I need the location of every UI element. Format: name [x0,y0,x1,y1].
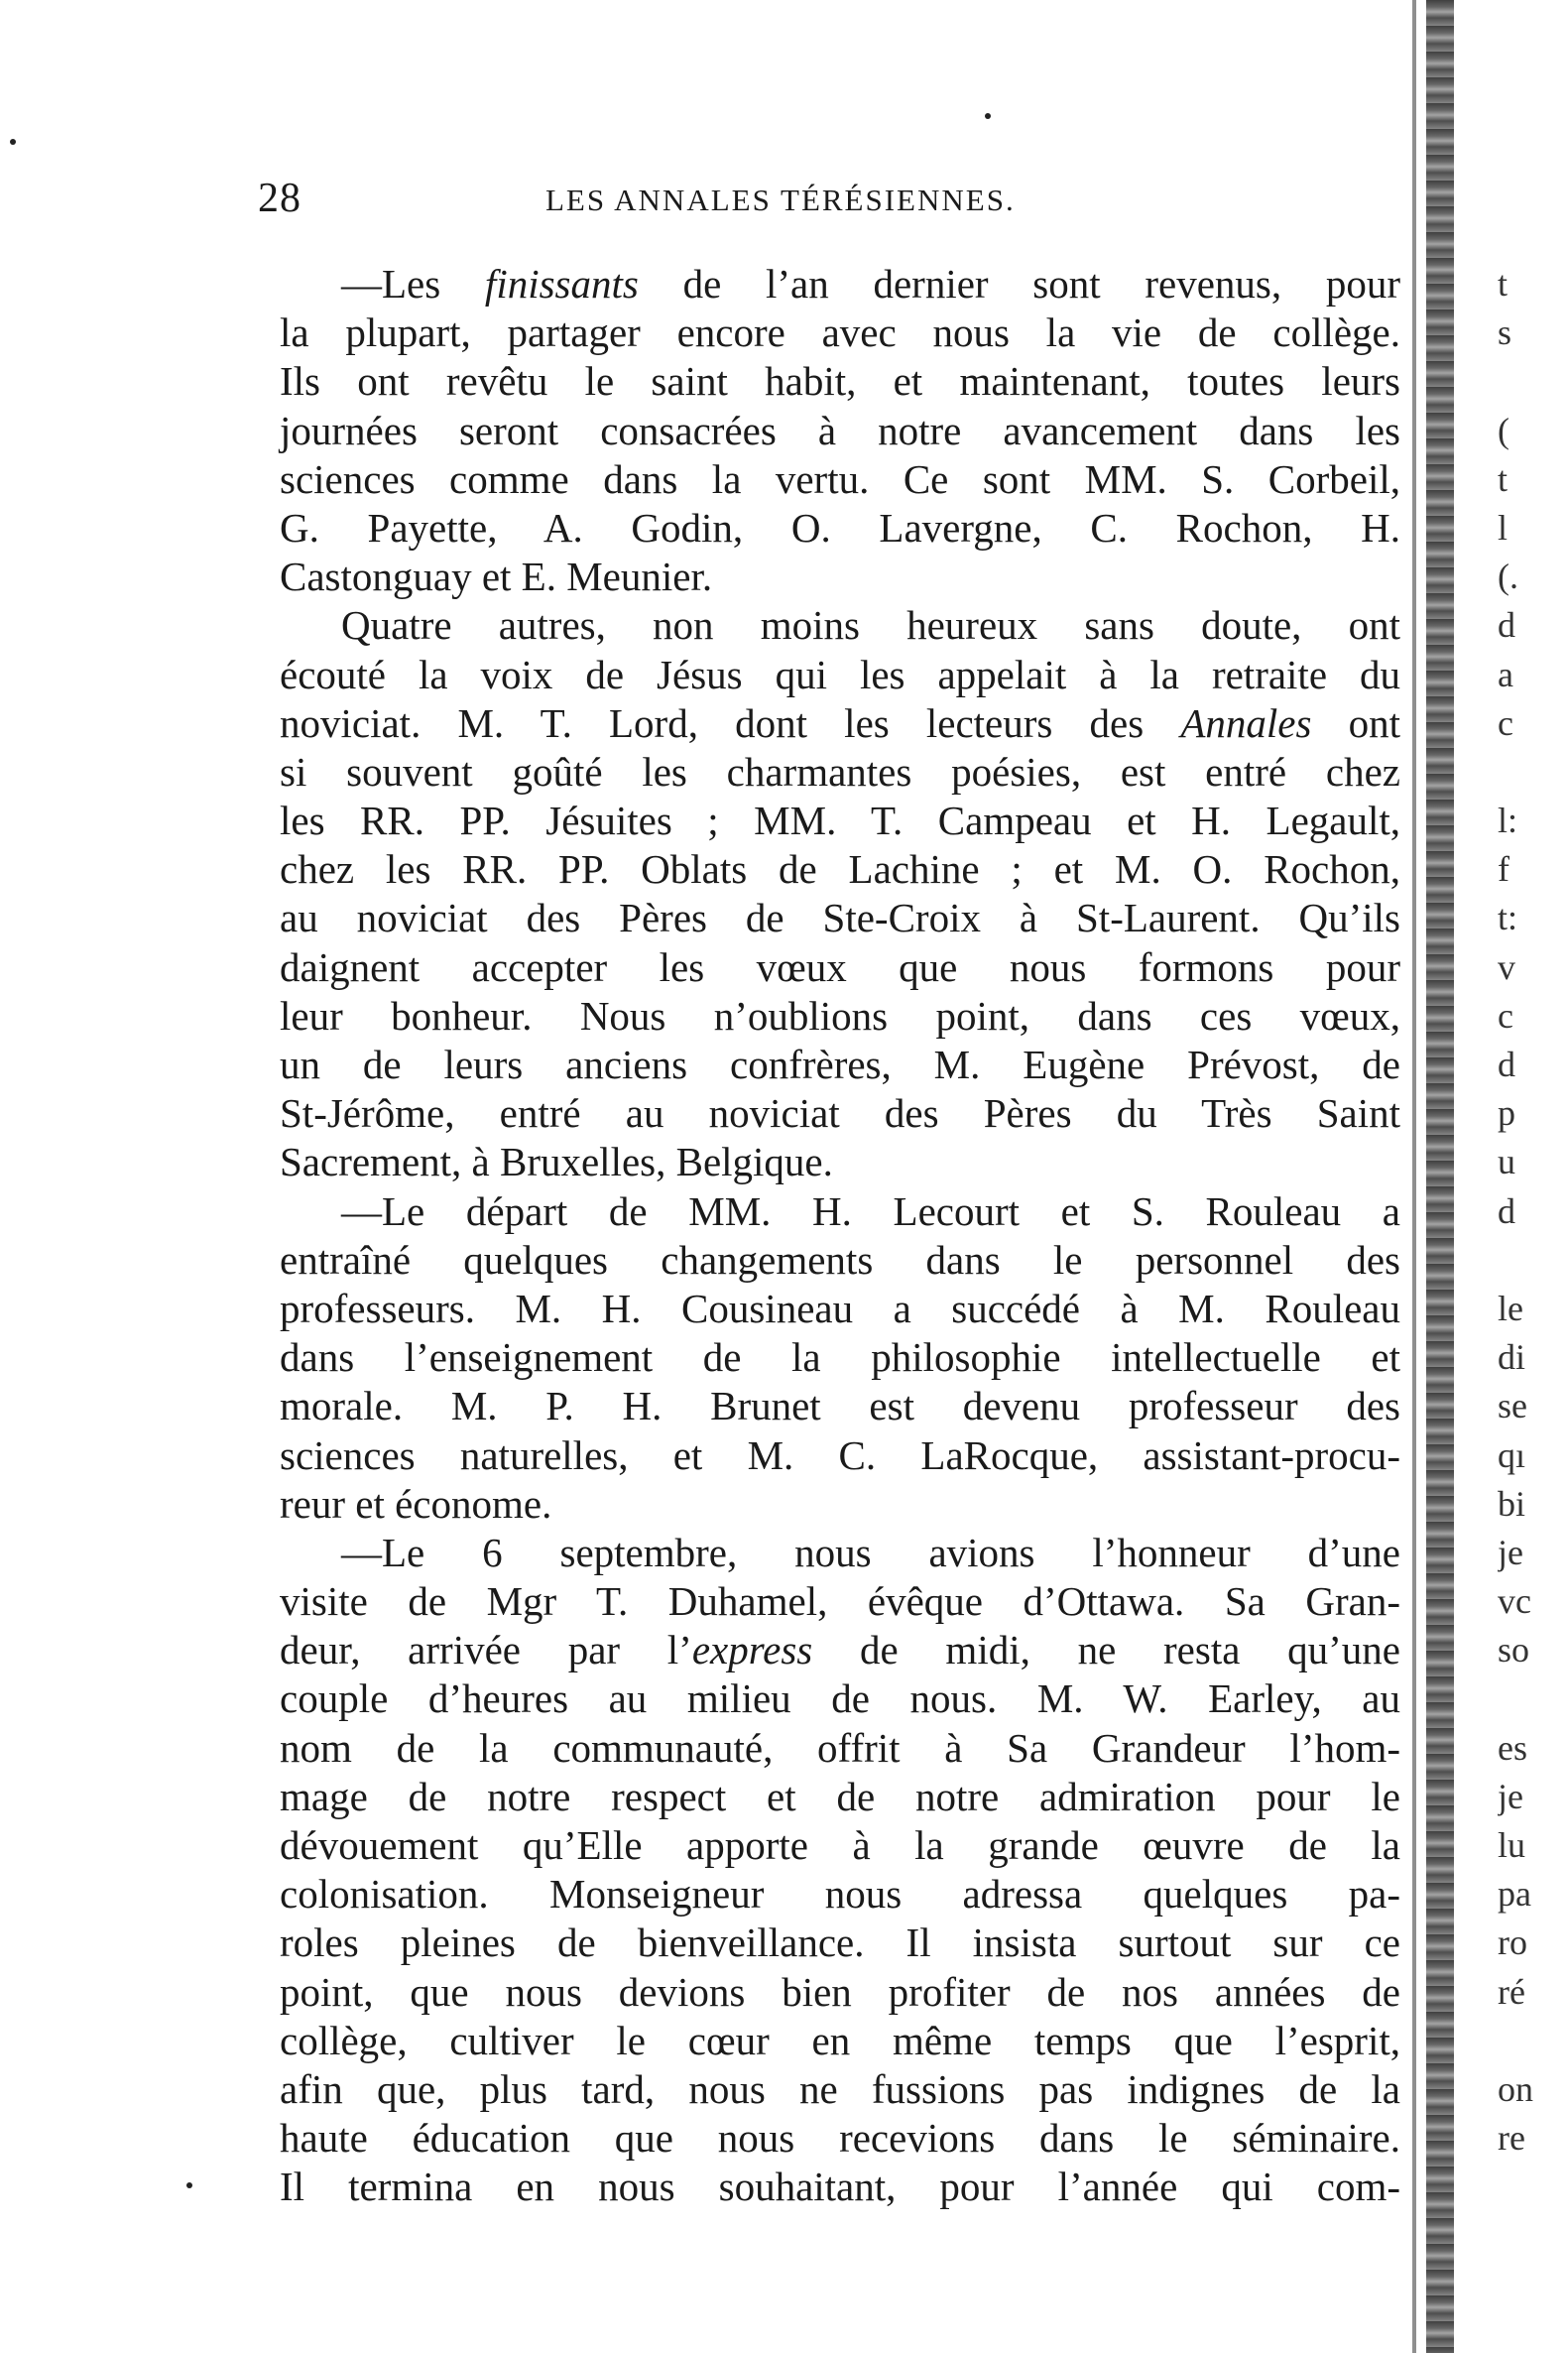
text-line: visite de Mgr T. Duhamel, évêque d’Ottawa. Sa Gran- [280,1578,1400,1625]
facing-fragment: on [1498,2068,1533,2109]
dust-speck [10,139,16,145]
text-line [280,699,1400,748]
facing-fragment: so [1498,1630,1530,1671]
text-line: journées seront consacrées à notre avancement dans les [280,407,1400,453]
text-line: Castonguay et E. Meunier. [280,554,713,600]
facing-fragment: c [1498,995,1513,1036]
facing-fragment [1498,1674,1567,1723]
facing-fragment: p [1498,1093,1515,1134]
facing-fragment: s [1498,312,1512,353]
text-line: reur et économe. [280,1480,552,1527]
facing-fragment: d [1498,1190,1515,1231]
facing-fragment: re [1498,2118,1525,2159]
facing-fragment: l [1498,507,1508,548]
text-line: chez les RR. PP. Oblats de Lachine ; et M. O. Rochon, [280,846,1400,893]
running-head: LES ANNALES TÉRÉSIENNES. [545,183,1016,217]
text-line: leur bonheur. Nous n’oublions point, dans ces vœux, [280,992,1400,1039]
text-run: ont [1311,699,1400,746]
dust-speck [186,2182,192,2188]
text-line: entraîné quelques changements dans le personnel des [280,1236,1400,1283]
text-line: la plupart, partager encore avec nous la vie de collège. [280,310,1400,356]
facing-fragment: es [1498,1727,1527,1768]
facing-fragment: ( [1498,410,1509,450]
text-line: dévouement qu’Elle apporte à la grande œuvre de la [280,1822,1400,1868]
dust-speck [985,113,991,119]
text-line: afin que, plus tard, nous ne fussions pas indignes de la [280,2065,1400,2112]
text-line: couple d’heures au milieu de nous. M. W. Earley, au [280,1675,1400,1722]
facing-fragment: lu [1498,1825,1526,1865]
text-line: les RR. PP. Jésuites ; MM. T. Campeau et H. Legault, [280,798,1400,844]
facing-fragment: ré [1498,1971,1525,2012]
text-line [280,260,1400,309]
facing-fragment: le [1498,1288,1523,1328]
facing-fragment: l: [1498,801,1518,841]
facing-fragment: di [1498,1337,1526,1378]
text-line: G. Payette, A. Godin, O. Lavergne, C. Rochon, H. [280,504,1400,551]
text-line: haute éducation que nous recevions dans le séminaire. [280,2115,1400,2162]
binding-shadow [1412,0,1416,2353]
facing-fragment: ro [1498,1922,1527,1963]
facing-fragment: bi [1498,1483,1526,1524]
text-run: de l’an dernier sont revenus, pour [638,261,1400,307]
facing-fragment: qı [1498,1434,1526,1475]
facing-fragment [1498,748,1567,797]
text-line: —Le départ de MM. H. Lecourt et S. Rouleau a [341,1187,1400,1234]
facing-fragment [1498,2017,1567,2065]
facing-fragment [1498,1236,1567,1285]
facing-fragment: f [1498,849,1509,890]
body-text [280,260,1400,2212]
page-header [258,175,1398,234]
text-line [280,1626,1400,1674]
text-line: mage de notre respect et de notre admiration pour le [280,1773,1400,1819]
facing-fragment: se [1498,1386,1527,1426]
facing-fragment: d [1498,605,1515,646]
facing-fragment: t: [1498,898,1518,938]
facing-fragment: vc [1498,1581,1531,1622]
text-line: Quatre autres, non moins heureux sans doute, ont [341,602,1400,649]
facing-fragment: a [1498,654,1513,694]
facing-page-fragments [1498,260,1567,2163]
italic-term: Annales [1180,699,1312,746]
italic-term: finissants [484,261,639,307]
facing-fragment: je [1498,1532,1523,1572]
text-line: Ils ont revêtu le saint habit, et maintenant, toutes leurs [280,358,1400,405]
text-line: au noviciat des Pères de Ste-Croix à St-Laurent. Qu’ils [280,895,1400,941]
text-run: —Les [341,261,485,307]
text-line: sciences comme dans la vertu. Ce sont MM. S. Corbeil, [280,455,1400,502]
text-line: dans l’enseignement de la philosophie intellectuelle et [280,1334,1400,1381]
text-line: Sacrement, à Bruxelles, Belgique. [280,1139,833,1185]
facing-fragment: t [1498,264,1508,304]
text-line: roles pleines de bienveillance. Il insista surtout sur ce [280,1920,1400,1966]
facing-fragment: pa [1498,1874,1531,1915]
text-line: —Le 6 septembre, nous avions l’honneur d’une [341,1529,1400,1575]
text-line: professeurs. M. H. Cousineau a succédé à M. Rouleau [280,1285,1400,1331]
italic-term: express [691,1627,813,1673]
text-line: nom de la communauté, offrit à Sa Grandeur l’hom- [280,1724,1400,1771]
facing-fragment [1498,357,1567,406]
text-run: noviciat. M. T. Lord, dont les lecteurs des [280,699,1181,746]
facing-fragment: u [1498,1142,1515,1182]
text-line: daignent accepter les vœux que nous formons pour [280,943,1400,990]
text-line: sciences naturelles, et M. C. LaRocque, assistant-procu- [280,1431,1400,1478]
text-line: un de leurs anciens confrères, M. Eugène Prévost, de [280,1042,1400,1087]
text-line: colonisation. Monseigneur nous adressa quelques pa- [280,1871,1400,1918]
text-line: Il termina en nous souhaitant, pour l’année qui com- [280,2164,1400,2210]
facing-fragment: v [1498,946,1515,987]
text-line: si souvent goûté les charmantes poésies, est entré chez [280,748,1400,795]
page-number: 28 [258,176,302,221]
facing-fragment: c [1498,702,1513,743]
text-line: point, que nous devions bien profiter de nos années de [280,1968,1400,2015]
text-line: morale. M. P. H. Brunet est devenu professeur des [280,1383,1400,1429]
text-run: de midi, ne resta qu’une [812,1627,1400,1673]
facing-fragment: t [1498,458,1508,499]
text-line: écouté la voix de Jésus qui les appelait à la retraite du [280,651,1400,697]
text-line: St-Jérôme, entré au noviciat des Pères du Très Saint [280,1090,1400,1137]
book-binding [1426,0,1454,2353]
facing-fragment: d [1498,1045,1515,1084]
facing-fragment: je [1498,1776,1523,1816]
text-run: deur, arrivée par l’ [280,1627,692,1673]
text-line: collège, cultiver le cœur en même temps que l’esprit, [280,2017,1400,2063]
facing-fragment: (. [1498,557,1518,597]
